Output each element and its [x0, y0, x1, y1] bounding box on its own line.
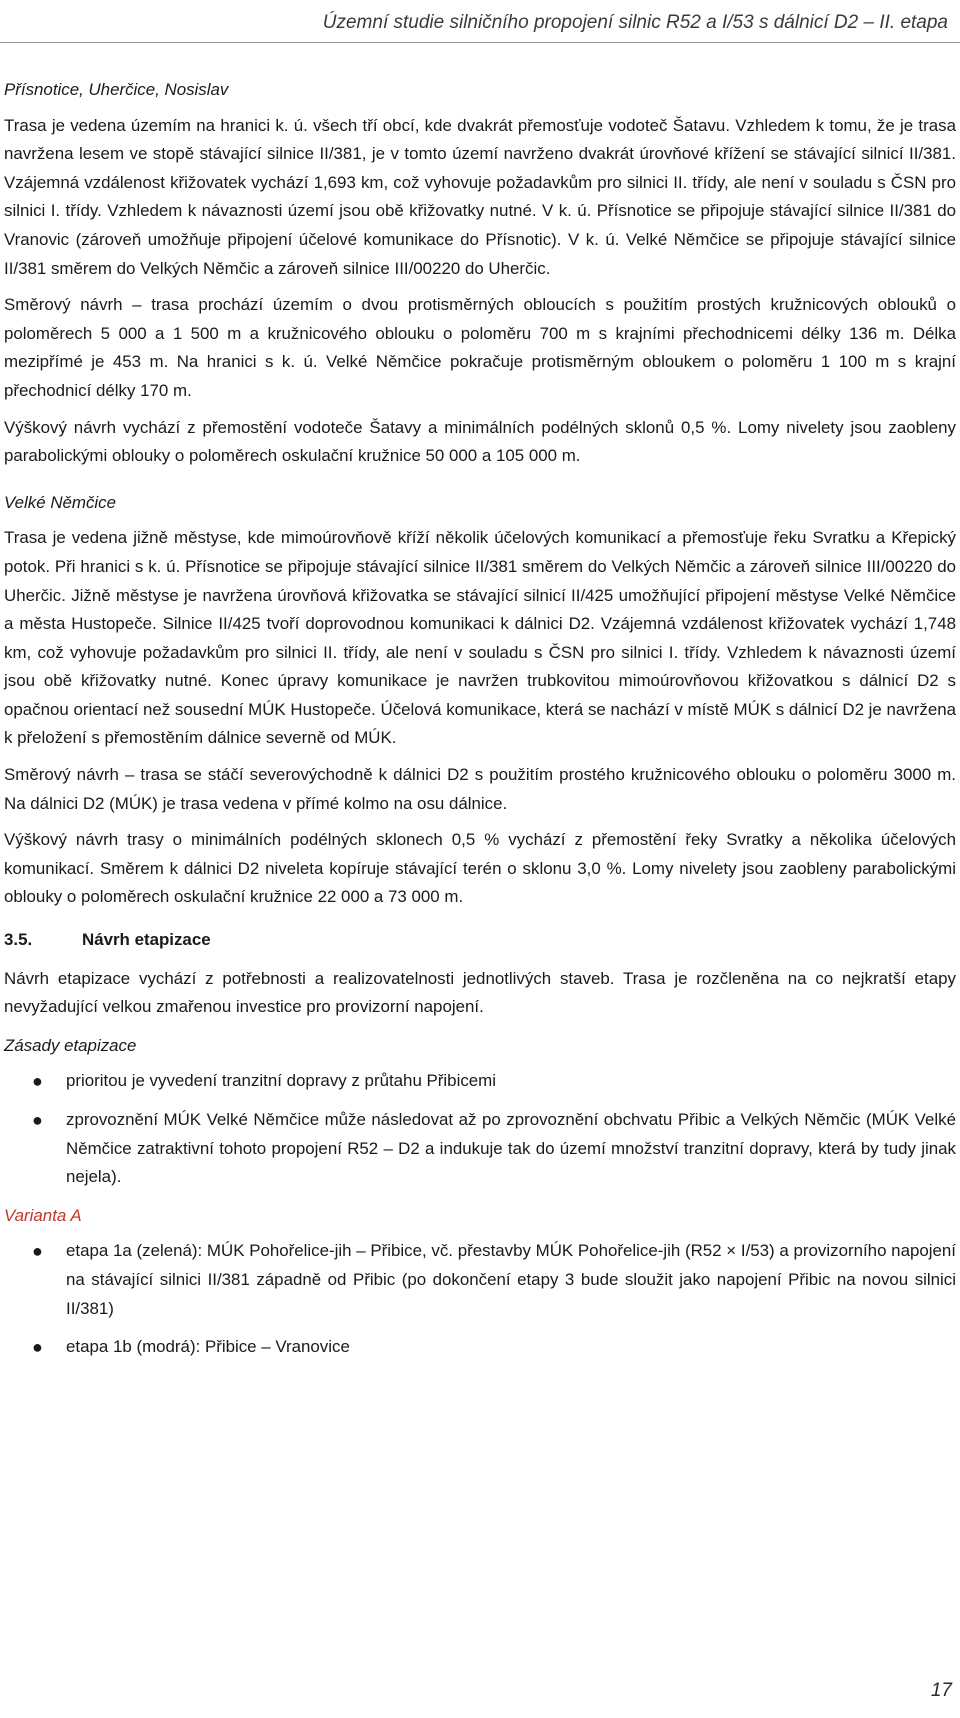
- running-header: Územní studie silničního propojení silnic R52 a I/53 s dálnicí D2 – II. etapa: [322, 12, 948, 33]
- paragraph: Trasa je vedena jižně městyse, kde mimoúrovňově kříží několik účelových komunikací a přemosťuje řeku Svratku a Křepický potok. Při hranici s k. ú. Přísnotice se připojuje stávající silnice II/381 směrem do Velkých Němčic a zároveň silnice III/00220 do Uherčic. Jižně městyse je navržena úrovňová křižovatka se stávající silnicí II/425 umožňující připojení městyse Velké Němčice a města Hustopeče. Silnice II/425 tvoří doprovodnou komunikaci k dálnici D2. Vzájemná vzdálenost křižovatek vychází 1,748 km, což vyhovuje požadavkům pro silnici II. třídy, ale není v souladu s ČSN pro silnici I. třídy. Vzhledem k návaznosti území jsou obě křižovatky nutné. Konec úpravy komunikace je navržen trubkovitou mimoúrovňovou křižovatkou s dálnicí D2 s opačnou orientací než sousední MÚK Hustopeče. Účelová komunikace, která se nachází v místě MÚK s dálnicí D2 je navržena k přeložení s přemostěním dálnice severně od MÚK.: [4, 528, 956, 748]
- paragraph: Výškový návrh vychází z přemostění vodoteče Šatavy a minimálních podélných sklonů 0,5 %. Lomy nivelety jsou zaobleny parabolickými oblouky o poloměrech oskulační kružnice 50 000 a 105 000 m.: [4, 417, 956, 466]
- subheading-prisnotice: Přísnotice, Uherčice, Nosislav: [4, 80, 229, 99]
- list-item: ● zprovoznění MÚK Velké Němčice může následovat až po zprovoznění obchvatu Přibic a Velkých Němčic (MÚK Velké Němčice zatraktivní tohoto propojení R52 – D2 a indukuje tak do území množství tranzitní dopravy, která by tudy jinak nejela).: [4, 1106, 956, 1192]
- document-body: [4, 76, 956, 1372]
- paragraph: Trasa je vedena územím na hranici k. ú. všech tří obcí, kde dvakrát přemosťuje vodoteč Šatavu. Vzhledem k tomu, že je trasa navržena lesem ve stopě stávající silnice II/381, je v tomto území navrženo dvakrát úrovňové křížení se stávající silnicí II/381. Vzájemná vzdálenost křižovatek vychází 1,693 km, což vyhovuje požadavkům pro silnici II. třídy, ale není v souladu s ČSN pro silnici I. třídy. Vzhledem k návaznosti území jsou obě křižovatky nutné. V k. ú. Přísnotice se připojuje stávající silnice II/381 do Vranovic (zároveň umožňuje připojení účelové komunikace do Přísnotic). V k. ú. Velké Němčice se připojuje stávající silnice II/381 směrem do Velkých Němčic a zároveň silnice III/00220 do Uherčic.: [4, 115, 956, 278]
- bullet-icon: ●: [32, 1071, 43, 1092]
- subheading-zasady: Zásady etapizace: [4, 1035, 137, 1055]
- list-item: ● prioritou je vyvedení tranzitní dopravy z průtahu Přibicemi: [4, 1067, 956, 1096]
- paragraph: Směrový návrh – trasa se stáčí severovýchodně k dálnici D2 s použitím prostého kružnicového oblouku o poloměru 3000 m. Na dálnici D2 (MÚK) je trasa vedena v přímé kolmo na osu dálnice.: [4, 765, 956, 813]
- zasady-list: [4, 1067, 956, 1191]
- paragraph: Směrový návrh – trasa prochází územím o dvou protisměrných obloucích s použitím prostých kružnicových oblouků o poloměrech 5 000 a 1 500 m a kružnicového oblouku o poloměru 700 m s krajními přechodnicemi délky 136 m. Délka mezipřímé je 453 m. Na hranici s k. ú. Velké Němčice pokračuje protisměrným obloukem o poloměru 1 100 m s krajní přechodnicí délky 170 m.: [4, 295, 956, 400]
- varianta-list: [4, 1237, 956, 1361]
- subheading-velke-nemcice: Velké Němčice: [4, 492, 117, 512]
- list-item: ● etapa 1a (zelená): MÚK Pohořelice-jih – Přibice, vč. přestavby MÚK Pohořelice-jih (R52 × I/53) a provizorního napojení na stávající silnici II/381 západně od Přibic (po dokončení etapy 3 bude sloužit jako napojení Přibic na novou silnici II/381): [4, 1237, 956, 1323]
- header-rule: [0, 42, 960, 43]
- section-number: 3.5.: [4, 930, 33, 950]
- section-title: Návrh etapizace: [82, 930, 211, 950]
- section-heading: [4, 926, 956, 955]
- bullet-icon: ●: [32, 1241, 43, 1262]
- subheading-varianta-a: Varianta A: [4, 1205, 82, 1225]
- page-number: 17: [930, 1680, 952, 1701]
- bullet-icon: ●: [32, 1110, 43, 1130]
- list-item: ● etapa 1b (modrá): Přibice – Vranovice: [4, 1333, 956, 1362]
- paragraph: Výškový návrh trasy o minimálních podélných sklonech 0,5 % vychází z přemostění řeky Svratky a několika účelových komunikací. Směrem k dálnici D2 niveleta kopíruje stávající terén o sklonu 3,0 %. Lomy nivelety jsou zaobleny parabolickými oblouky o poloměrech oskulační kružnice 22 000 a 73 000 m.: [4, 830, 956, 907]
- bullet-icon: ●: [32, 1337, 43, 1358]
- paragraph: Návrh etapizace vychází z potřebnosti a realizovatelnosti jednotlivých staveb. Trasa je rozčleněna na co nejkratší etapy nevyžadující velkou zmařenou investice pro provizorní napojení.: [4, 968, 956, 1017]
